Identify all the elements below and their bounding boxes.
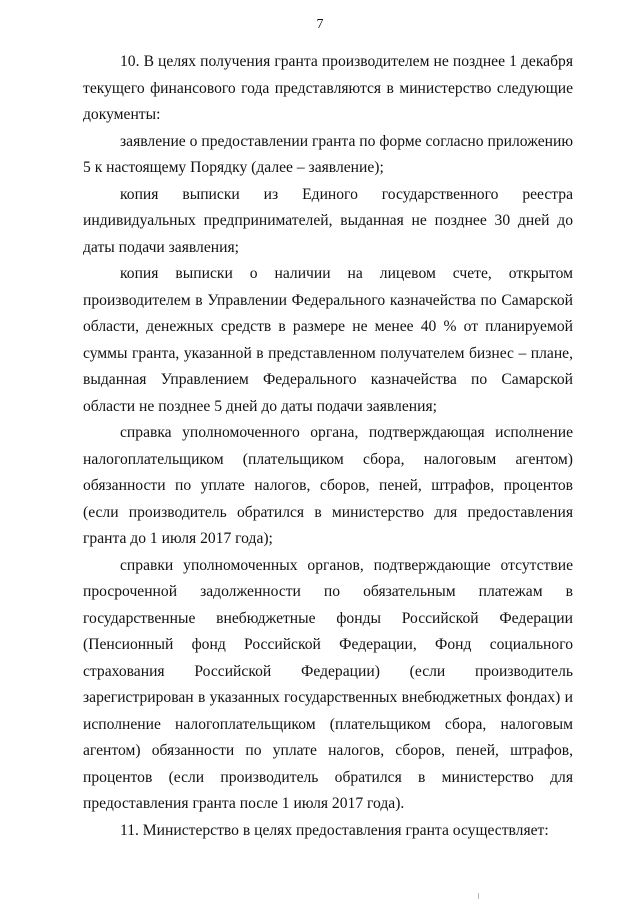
paragraph-tax-certificate: справка уполномоченного органа, подтверждающая исполнение налогоплательщиком (плательщиком сбора, налоговым агентом) обязанности по уплате налогов, сборов, пеней, штрафов, процентов (если производитель обратился в министерство для предоставления гранта до 1 июля 2017 года); (83, 424, 573, 547)
paragraph-funds-certificates: справки уполномоченных органов, подтверждающие отсутствие просроченной задолженности по обязательным платежам в государственные внебюджетные фонды Российской Федерации (Пенсионный фонд Российской Федерации, Фонд социального страхования Российской Федерации) (если производитель зарегистрирован в указанных государственных внебюджетных фондах) и исполнение налогоплательщиком (плательщиком сбора, налоговым агентом) обязанности по уплате налогов, сборов, пеней, штрафов, процентов (если производитель обратился в министерство для предоставления гранта после 1 июля 2017 года). (83, 556, 573, 812)
paragraph-10-intro: 10. В целях получения гранта производителем не позднее 1 декабря текущего финансового года представляются в министерство следующие документы: (83, 53, 573, 123)
paragraph-treasury-extract: копия выписки о наличии на лицевом счете, открытом производителем в Управлении Федерального казначейства по Самарской области, денежных средств в размере не менее 40 % от планируемой суммы гранта, указанной в представленном получателем бизнес – плане, выданная Управлением Федерального казначейства по Самарской области не позднее 5 дней до даты подачи заявления; (83, 265, 573, 415)
page-number: 7 (316, 17, 324, 32)
scan-mark (478, 893, 479, 899)
document-body (83, 49, 573, 844)
paragraph-registry-extract: копия выписки из Единого государственного реестра индивидуальных предпринимателей, выданная не позднее 30 дней до даты подачи заявления; (83, 185, 573, 256)
paragraph-application: заявление о предоставлении гранта по форме согласно приложению 5 к настоящему Порядку (далее – заявление); (83, 132, 573, 176)
paragraph-11-ministry: 11. Министерство в целях предоставления гранта осуществляет: (120, 821, 549, 839)
